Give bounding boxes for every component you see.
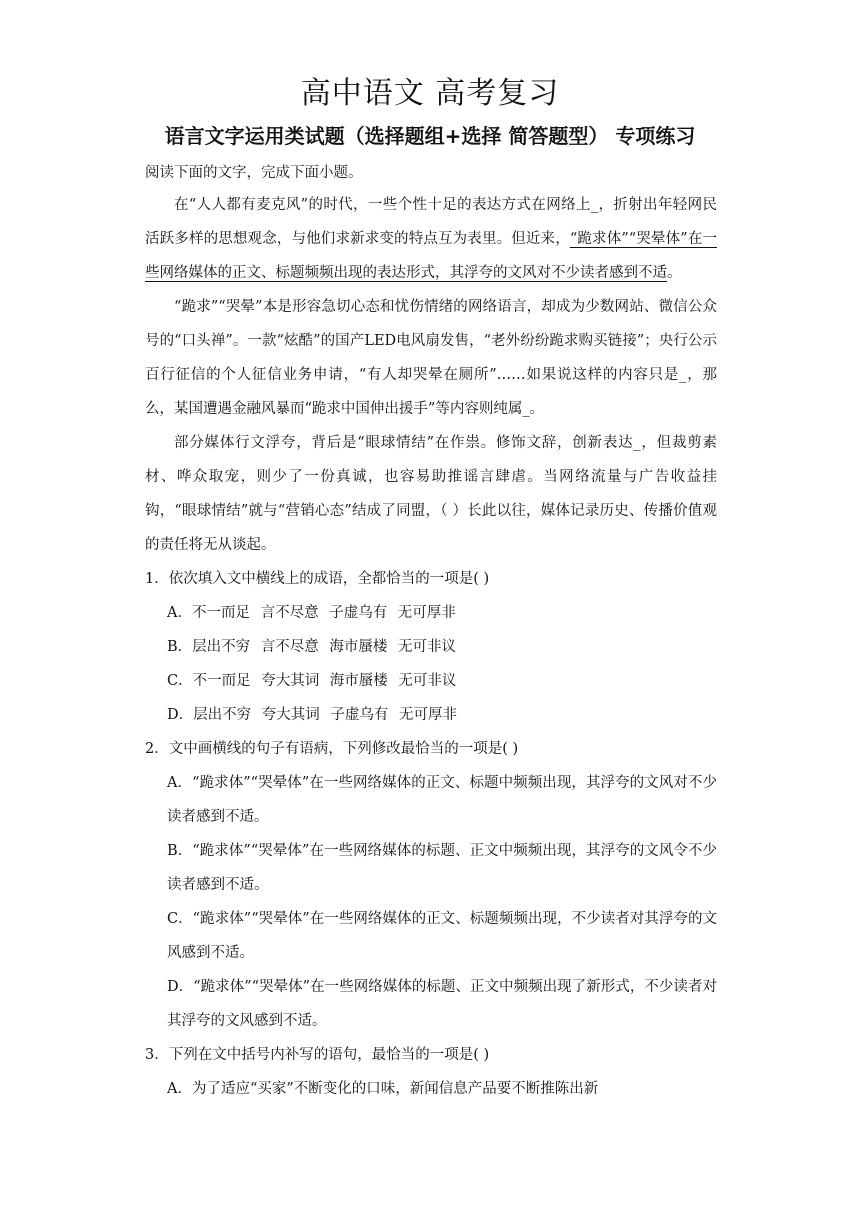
question-1-stem: 1．依次填入文中横线上的成语，全都恰当的一项是( ) xyxy=(145,571,490,587)
document-body xyxy=(145,158,717,1106)
question-1-option-d: D．层出不穷 夸大其词 子虚乌有 无可厚非 xyxy=(167,707,457,723)
question-2-option-c: C．“跪求体”“哭晕体”在一些网络媒体的正文、标题频频出现，不少读者对其浮夸的文风感到不适。 xyxy=(167,911,717,961)
passage-paragraph-2: “跪求”“哭晕”本是形容急切心态和忧伤情绪的网络语言，却成为少数网站、微信公众号的“口头禅”。一款“炫酷”的国产LED电风扇发售，“老外纷纷跪求购买链接”；央行公示百行征信的个人征信业务申请，“有人却哭晕在厕所”……如果说这样的内容只是_，那么，某国遭遇金融风暴而“跪求中国伸出援手”等内容则纯属_。 xyxy=(145,299,717,417)
question-2-option-b: B．“跪求体”“哭晕体”在一些网络媒体的标题、正文中频频出现，其浮夸的文风令不少读者感到不适。 xyxy=(167,843,717,893)
page-title: 高中语文 高考复习 xyxy=(300,76,560,111)
instruction-text: 阅读下面的文字，完成下面小题。 xyxy=(145,165,363,181)
passage-paragraph-3: 部分媒体行文浮夸，背后是“眼球情结”在作祟。修饰文辞，创新表达_，但裁剪素材、哗众取宠，则少了一份真诚，也容易助推谣言肆虐。当网络流量与广告收益挂钩，“眼球情结”就与“营销心态”结成了同盟，（ ）长此以往，媒体记录历史、传播价值观的责任将无从谈起。 xyxy=(145,435,717,553)
question-2-option-a: A．“跪求体”“哭晕体”在一些网络媒体的正文、标题中频频出现，其浮夸的文风对不少读者感到不适。 xyxy=(167,775,717,825)
question-2-option-d: D．“跪求体”“哭晕体”在一些网络媒体的标题、正文中频频出现了新形式，不少读者对其浮夸的文风感到不适。 xyxy=(167,979,717,1029)
question-3-option-a: A．为了适应“买家”不断变化的口味，新闻信息产品要不断推陈出新 xyxy=(167,1081,599,1097)
question-1-option-c: C．不一而足 夸大其词 海市蜃楼 无可非议 xyxy=(167,673,457,689)
passage-p1-start: 在“人人都有麦克风”的时代，一些个性十足的表达方式在网络上_，折射出年轻网民活跃多样的思想观念，与他们求新求变的特点互为表里。但近来， xyxy=(145,197,717,247)
underlined-sentence: “跪求体”“哭晕体”在一些网络媒体的正文、标题频频出现的表达形式，其浮夸的文风对不少读者感到不适 xyxy=(145,231,717,281)
question-3-stem: 3．下列在文中括号内补写的语句，最恰当的一项是( ) xyxy=(145,1047,490,1063)
page-subtitle: 语言文字运用类试题（选择题组+选择 简答题型） 专项练习 xyxy=(164,124,696,148)
question-1-option-a: A．不一而足 言不尽意 子虚乌有 无可厚非 xyxy=(167,605,456,621)
passage-paragraph-1 xyxy=(145,188,717,290)
question-2-stem: 2．文中画横线的句子有语病，下列修改最恰当的一项是( ) xyxy=(145,741,519,757)
question-1-option-b: B．层出不穷 言不尽意 海市蜃楼 无可非议 xyxy=(167,639,456,655)
passage-p1-end: 。 xyxy=(667,265,682,281)
